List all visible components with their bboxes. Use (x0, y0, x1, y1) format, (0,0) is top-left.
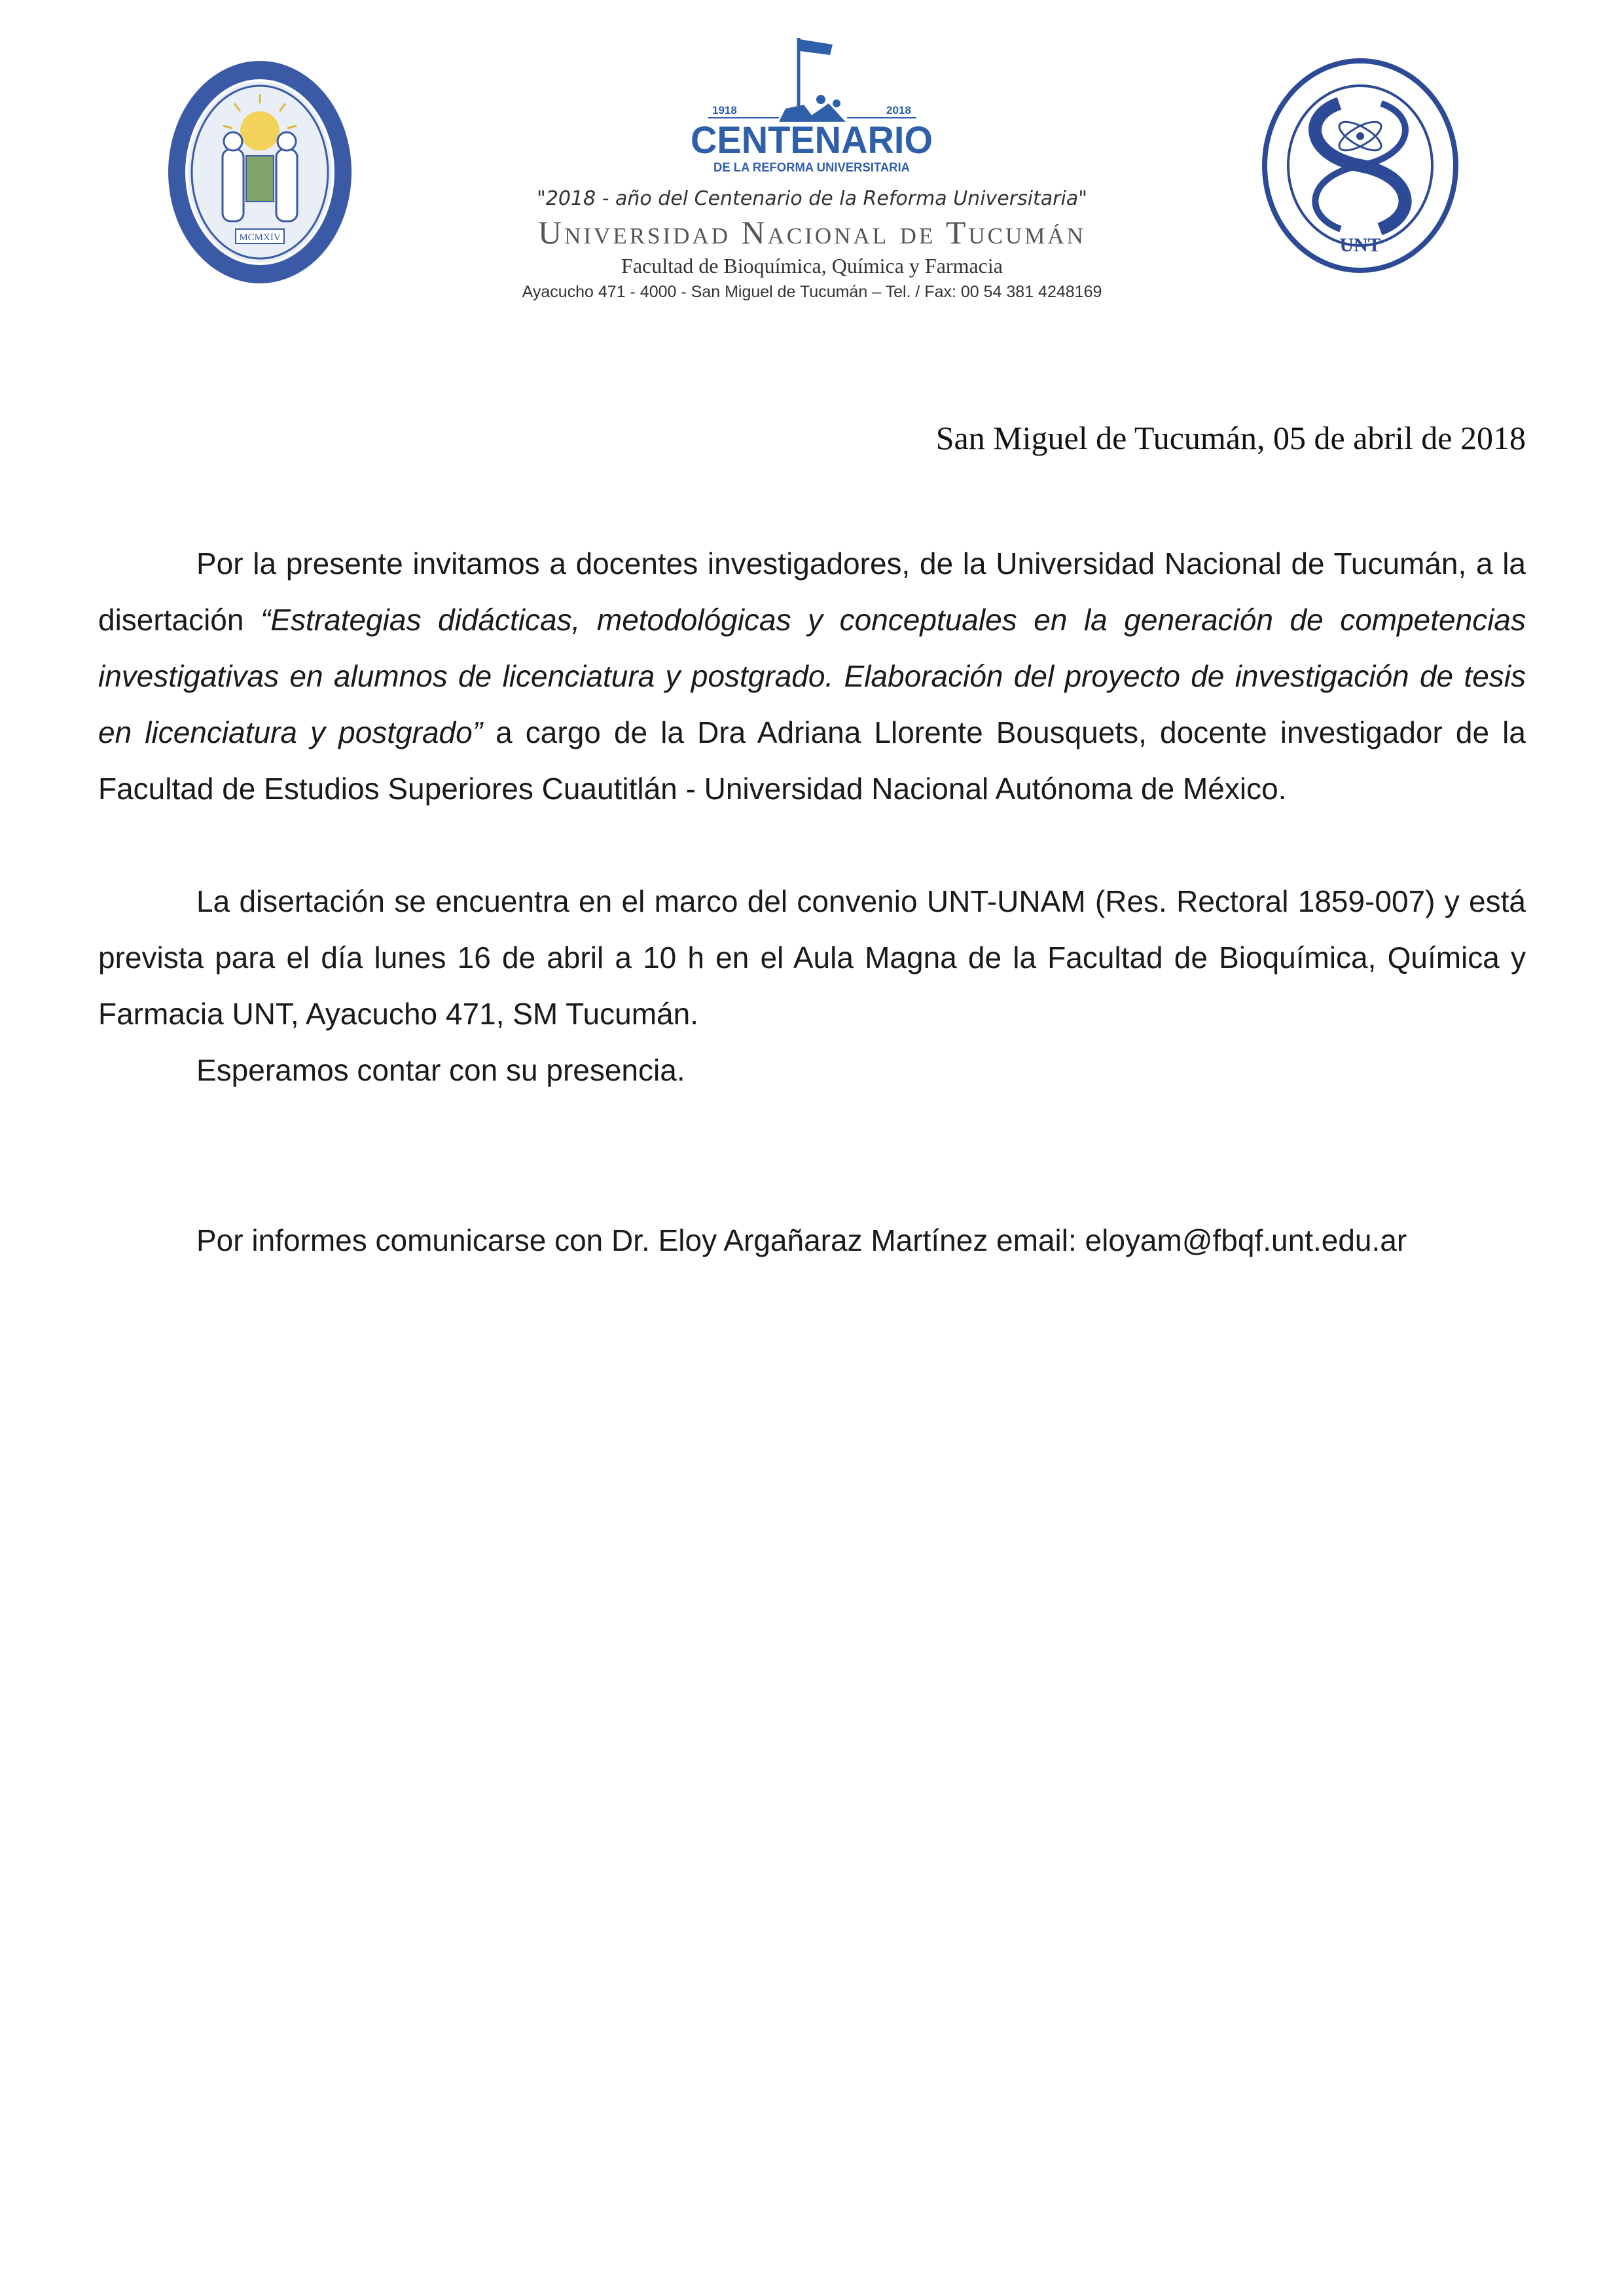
faculty-address: Ayacucho 471 - 4000 - San Miguel de Tucumán – Tel. / Fax: 00 54 381 4248169 (522, 283, 1102, 301)
svg-text:MCMXIV: MCMXIV (239, 232, 281, 243)
centenario-year-end: 2018 (886, 104, 911, 117)
centenario-title: CENTENARIO (691, 119, 933, 162)
university-name: Universidad Nacional de Tucumán (538, 214, 1086, 251)
invitation-tail: a cargo de la Dra Adriana Llorente Bousquets, docente investigador de la Facultad de Estudios Superiores Cuautitlán - Universidad Nacional Autónoma de México. (98, 715, 1526, 806)
centenario-subtitle: DE LA REFORMA UNIVERSITARIA (713, 161, 911, 175)
letter-date: San Miguel de Tucumán, 05 de abril de 2018 (935, 420, 1526, 456)
invitation-paragraph (98, 535, 1526, 817)
contact-paragraph (98, 1212, 1526, 1268)
centenario-logo (681, 31, 943, 183)
invitation-lead: Por la presente invitamos a docentes investigadores, de la Universidad Nacional de Tucumán, a la disertación (98, 547, 1526, 637)
unt-university-seal (165, 58, 355, 287)
centenary-motto: "2018 - año del Centenario de la Reforma Universitaria" (536, 187, 1088, 210)
faculty-name: Facultad de Bioquímica, Química y Farmacia (621, 254, 1003, 278)
event-details-paragraph (98, 873, 1526, 1042)
contact-text: Por informes comunicarse con Dr. Eloy Argañaraz Martínez email: eloyam@fbqf.unt.edu.ar (196, 1223, 1407, 1257)
closing-text: Esperamos contar con su presencia. (196, 1053, 685, 1087)
lecture-title: “Estrategias didácticas, metodológicas y conceptuales en la generación de competencias investigativas en alumnos de licenciatura y postgrado. Elaboración del proyecto de investigación de tesis en licenciatura y postgrado” (98, 603, 1526, 749)
event-details-text: La disertación se encuentra en el marco del convenio UNT-UNAM (Res. Rectoral 1859-007) y está prevista para el día lunes 16 de abril a 10 h en el Aula Magna de la Facultad de Bioquímica, Química y Farmacia UNT, Ayacucho 471, SM Tucumán. (98, 884, 1526, 1031)
svg-text:UNT: UNT (1339, 234, 1381, 256)
closing-paragraph (98, 1042, 1526, 1098)
centenario-year-start: 1918 (712, 104, 737, 117)
